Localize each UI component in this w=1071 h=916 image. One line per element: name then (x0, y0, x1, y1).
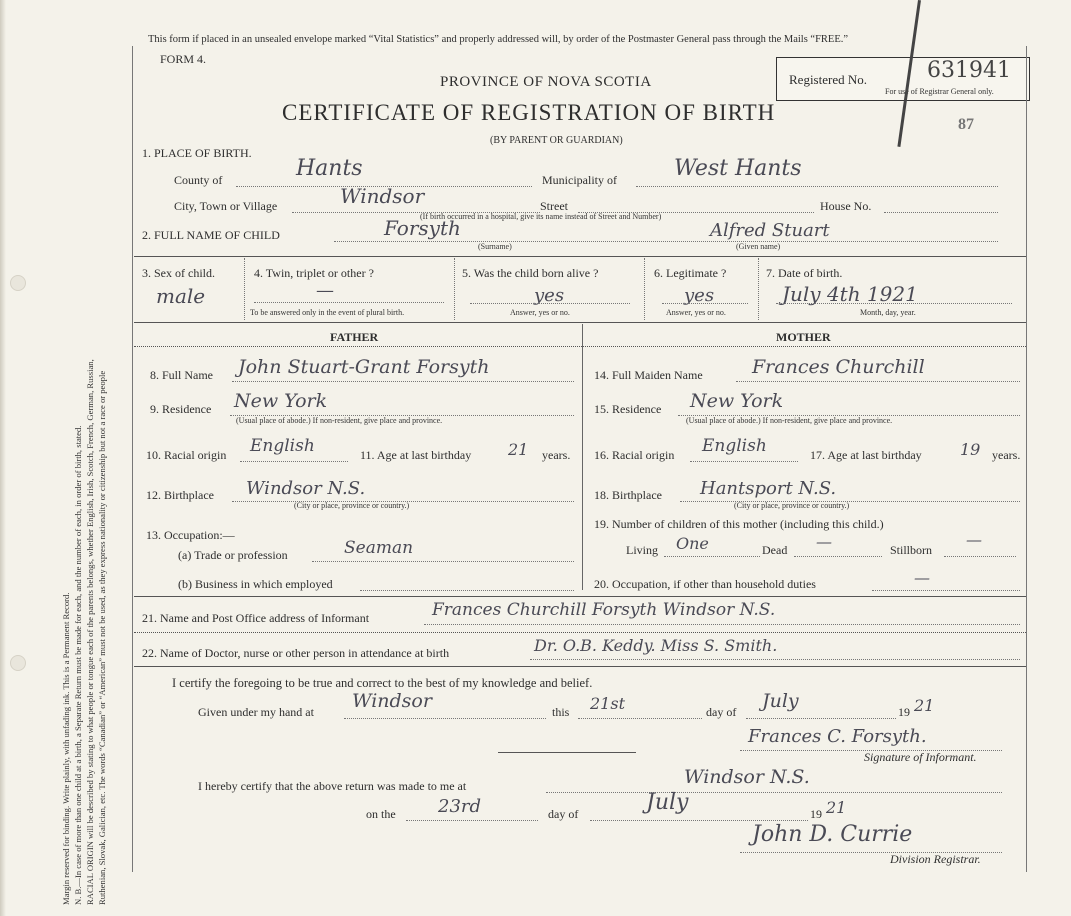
legit-line (662, 303, 748, 304)
sidebar-line: RACIAL ORIGIN will be described by stating to what people or tongue each of the parents belongs, whether English, Irish, Scotch, French, German, Russian, (85, 359, 95, 905)
sidebar-instructions (60, 25, 108, 905)
father-business-line (360, 590, 574, 591)
twin-value: — (316, 280, 334, 301)
dead-line (794, 556, 882, 557)
mother-children-label: 19. Number of children of this mother (including this child.) (594, 517, 884, 531)
doctor-label: 22. Name of Doctor, nurse or other person in attendance at birth (142, 646, 450, 660)
informant-signature-label: Signature of Informant. (864, 750, 977, 764)
registrar-place-line (546, 792, 1002, 793)
father-age-label: 11. Age at last birthday (360, 448, 472, 462)
given-under-label: Given under my hand at (198, 705, 314, 719)
twin-label: 4. Twin, triplet or other ? (254, 266, 374, 280)
registrar-day-of: day of (548, 807, 579, 821)
alive-note: Answer, yes or no. (510, 308, 570, 317)
father-name-line (232, 381, 574, 382)
legit-note: Answer, yes or no. (666, 308, 726, 317)
registered-number: 631941 (927, 58, 1011, 83)
row-divider (134, 346, 1026, 347)
county-label: County of (174, 173, 223, 187)
municipality-line (636, 186, 998, 187)
father-bp-value: Windsor N.S. (246, 478, 366, 499)
informant-signature: Frances C. Forsyth. (748, 726, 927, 747)
mother-res-label: 15. Residence (594, 402, 662, 416)
row-divider (134, 596, 1026, 597)
page-stamp: 87 (958, 116, 974, 133)
row-divider (134, 256, 1026, 257)
living-label: Living (626, 543, 658, 557)
dead-label: Dead (762, 543, 788, 557)
registrar-note: For use of Registrar General only. (885, 87, 994, 96)
informant-label: 21. Name and Post Office address of Informant (142, 611, 370, 625)
father-res-value: New York (234, 390, 328, 412)
registrar-month-value: July (646, 790, 689, 815)
twin-line (254, 302, 444, 303)
stillborn-line (944, 556, 1016, 557)
col-divider (758, 258, 759, 320)
city-label: City, Town or Village (174, 199, 278, 213)
child-surname: Forsyth (384, 216, 461, 240)
hospital-note: (If birth occurred in a hospital, give its name instead of Street and Number) (420, 212, 662, 221)
sidebar-line: Margin reserved for binding. Write plainly, with unfading ink. This is a Permanent Record. (61, 592, 71, 905)
registrar-place-value: Windsor N.S. (684, 766, 810, 788)
registrar-year-prefix: 19 (810, 807, 822, 821)
registrar-year-value: 21 (826, 798, 847, 817)
father-age-value: 21 (508, 440, 529, 459)
house-label: House No. (820, 199, 872, 213)
father-res-label: 9. Residence (150, 402, 212, 416)
mother-age-value: 19 (960, 440, 981, 459)
dead-value: — (816, 532, 832, 551)
certify-place-line (344, 718, 546, 719)
certify-day-line (578, 718, 702, 719)
mother-heading: MOTHER (776, 330, 831, 344)
mother-name-line (736, 381, 1020, 382)
father-years: years. (542, 448, 571, 462)
form-right-border (1026, 46, 1027, 872)
surname-note: (Surname) (478, 242, 512, 251)
on-the-label: on the (366, 807, 396, 821)
mother-name-value: Frances Churchill (752, 356, 925, 378)
child-name-line (334, 241, 998, 242)
row-divider (134, 632, 1026, 633)
father-race-value: English (250, 436, 315, 456)
living-value: One (676, 534, 709, 553)
mother-bp-line (680, 501, 1020, 502)
certify-day-value: 21st (590, 694, 625, 713)
row-divider (134, 666, 1026, 667)
mother-occ-line (872, 590, 1020, 591)
mother-years: years. (992, 448, 1021, 462)
binding-hole (10, 655, 26, 671)
child-given-name: Alfred Stuart (710, 220, 830, 241)
mother-bp-value: Hantsport N.S. (700, 478, 837, 499)
mother-name-label: 14. Full Maiden Name (594, 368, 703, 382)
certify-year-value: 21 (914, 696, 935, 715)
col-divider (644, 258, 645, 320)
father-trade-line (312, 561, 574, 562)
mother-bp-note: (City or place, province or country.) (734, 501, 850, 510)
mother-res-value: New York (690, 390, 784, 412)
informant-line (424, 624, 1020, 625)
signature-rule (498, 752, 636, 753)
father-heading: FATHER (330, 330, 379, 344)
sex-value: male (156, 284, 206, 308)
living-line (664, 556, 760, 557)
col-divider (454, 258, 455, 320)
parent-divider (582, 324, 583, 590)
informant-value: Frances Churchill Forsyth Windsor N.S. (432, 600, 776, 620)
registrar-signature-label: Division Registrar. (890, 852, 981, 866)
child-name-label: 2. FULL NAME OF CHILD (142, 228, 280, 242)
alive-value: yes (534, 285, 565, 306)
mother-race-value: English (702, 436, 767, 456)
doctor-value: Dr. O.B. Keddy. Miss S. Smith. (534, 636, 778, 655)
registrar-statement: I hereby certify that the above return was made to me at (198, 779, 467, 793)
alive-label: 5. Was the child born alive ? (462, 266, 599, 280)
sex-label: 3. Sex of child. (142, 266, 215, 280)
registrar-day-value: 23rd (438, 796, 482, 817)
municipality-label: Municipality of (542, 173, 617, 187)
page-edge-shadow (0, 0, 6, 916)
certify-statement: I certify the foregoing to be true and correct to the best of my knowledge and belief. (172, 676, 593, 690)
binding-hole (10, 275, 26, 291)
father-bp-label: 12. Birthplace (146, 488, 214, 502)
sidebar-line: N. B.—In case of more than one child at a birth, a Separate Return must be made for each, and the number of each, in order of birth, stated. (73, 425, 83, 905)
father-res-note: (Usual place of abode.) If non-resident, give place and province. (236, 416, 443, 425)
house-line (884, 212, 998, 213)
street-label: Street (540, 199, 568, 213)
mother-race-line (690, 461, 798, 462)
certify-place-value: Windsor (352, 690, 432, 712)
father-business-label: (b) Business in which employed (178, 577, 333, 591)
mother-bp-label: 18. Birthplace (594, 488, 662, 502)
col-divider (244, 258, 245, 320)
father-name-value: John Stuart-Grant Forsyth (238, 356, 490, 378)
father-race-line (240, 461, 348, 462)
father-name-label: 8. Full Name (150, 368, 213, 382)
father-trade-value: Seaman (344, 538, 414, 558)
year-prefix: 19 (898, 705, 910, 719)
given-name-note: (Given name) (736, 242, 781, 251)
father-bp-note: (City or place, province or country.) (294, 501, 410, 510)
certify-month-line (746, 718, 896, 719)
city-value: Windsor (340, 184, 425, 208)
father-occ-label: 13. Occupation:— (146, 528, 235, 542)
twin-note: To be answered only in the event of plural birth. (250, 308, 405, 317)
municipality-value: West Hants (674, 156, 802, 181)
row-divider (134, 322, 1026, 323)
father-trade-label: (a) Trade or profession (178, 548, 288, 562)
registered-label: Registered No. (789, 72, 867, 87)
registrar-signature: John D. Currie (752, 822, 913, 847)
place-of-birth-label: 1. PLACE OF BIRTH. (142, 146, 252, 160)
birth-date-label: 7. Date of birth. (766, 266, 843, 280)
form-left-border (132, 46, 133, 872)
certify-month-value: July (762, 690, 799, 712)
this-label: this (552, 705, 570, 719)
certificate-title: CERTIFICATE OF REGISTRATION OF BIRTH (282, 100, 776, 125)
registrar-day-line (406, 820, 538, 821)
mother-occ-value: — (914, 568, 930, 587)
birth-date-line (776, 303, 1012, 304)
mother-age-label: 17. Age at last birthday (810, 448, 922, 462)
legit-label: 6. Legitimate ? (654, 266, 727, 280)
province-heading: PROVINCE OF NOVA SCOTIA (440, 74, 652, 90)
doctor-line (530, 659, 1020, 660)
mail-notice: This form if placed in an unsealed envelope marked “Vital Statistics” and properly addressed will, by order of the Postmaster General pass through the Mails “FREE.” (148, 34, 849, 45)
birth-date-note: Month, day, year. (860, 308, 916, 317)
certificate-subtitle: (BY PARENT OR GUARDIAN) (490, 135, 623, 146)
mother-res-note: (Usual place of abode.) If non-resident, give place and province. (686, 416, 893, 425)
legit-value: yes (684, 285, 715, 306)
alive-line (470, 303, 630, 304)
county-value: Hants (296, 156, 363, 181)
stillborn-label: Stillborn (890, 543, 933, 557)
mother-race-label: 16. Racial origin (594, 448, 675, 462)
stillborn-value: — (966, 530, 982, 549)
day-of-label: day of (706, 705, 737, 719)
form-number: FORM 4. (160, 52, 207, 66)
sidebar-line: Ruthenian, Slovak, Galician, etc. The words “Canadian” or “American” must not be used, as they express nationality or citizenship but not a race or people (97, 370, 107, 905)
registration-box (776, 57, 1030, 101)
mother-occ-label: 20. Occupation, if other than household duties (594, 577, 816, 591)
father-race-label: 10. Racial origin (146, 448, 227, 462)
registrar-month-line (590, 820, 808, 821)
birth-date-value: July 4th 1921 (782, 282, 918, 306)
